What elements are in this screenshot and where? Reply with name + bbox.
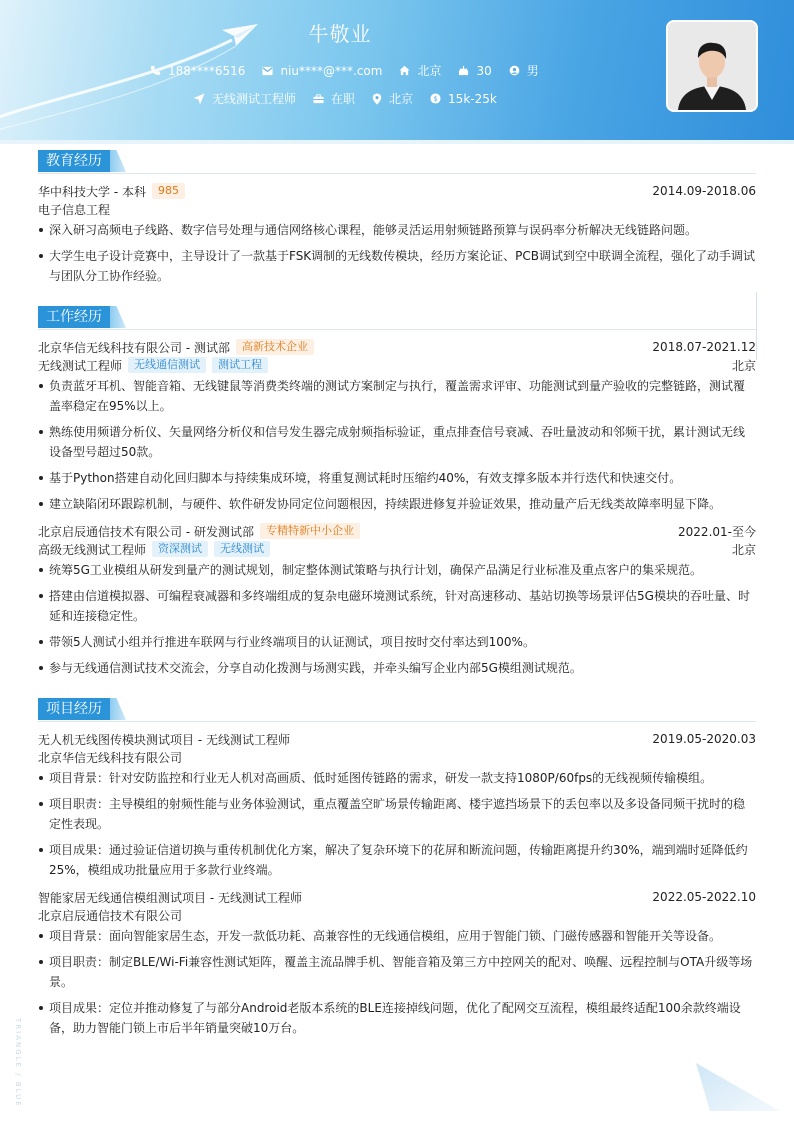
work-city-item: [372, 90, 413, 107]
contact-row-2: [193, 90, 514, 107]
job-target-item: [193, 90, 296, 107]
list-item: 大学生电子设计竞赛中，主导设计了一款基于FSK调制的无线数传模块，经历方案论证、PCB调试到空中联调全流程，强化了动手调试与团队分工协作经验。: [38, 246, 756, 286]
salary-icon: [430, 93, 441, 104]
project-name: 无人机无线图传模块测试项目 - 无线测试工程师: [38, 732, 290, 747]
decorative-divider: [756, 292, 757, 360]
city-text: 北京: [417, 64, 442, 78]
gender-item: [509, 62, 539, 79]
corner-triangle-decoration: [696, 1063, 786, 1113]
age-item: [458, 64, 491, 78]
list-item: 项目背景：面向智能家居生态，开发一款低功耗、高兼容性的无线通信模组，应用于智能门锁、门磁传感器和智能开关等设备。: [38, 926, 756, 946]
phone-text: 188****6516: [168, 63, 246, 78]
mail-icon: [262, 66, 273, 76]
job-title: 高级无线测试工程师: [38, 542, 147, 557]
work-location: 北京: [731, 358, 756, 373]
email-item: [262, 64, 382, 78]
status-text: 在职: [331, 92, 356, 106]
list-item: 项目成果：定位并推动修复了与部分Android老版本系统的BLE连接掉线问题，优化了配网交互流程，模组最终适配100余款终端设备，助力智能门锁上市后半年销量突破10万台。: [38, 998, 756, 1038]
project-date: 2022.05-2022.10: [652, 890, 756, 904]
company-tag: 高新技术企业: [236, 339, 314, 355]
template-watermark: TRIANGLE / BLUE: [14, 1018, 22, 1108]
header-divider: [0, 140, 794, 144]
list-item: 带领5人测试小组并行推进车联网与行业终端项目的认证测试，项目按时交付率达到100%。: [38, 632, 756, 652]
skill-tag: 无线测试: [214, 541, 270, 557]
work-date: 2018.07-2021.12: [652, 340, 756, 354]
job-target-text: 无线测试工程师: [212, 92, 297, 106]
salary-text: 15k-25k: [448, 91, 497, 106]
list-item: 统筹5G工业模组从研发到量产的测试规划，制定整体测试策略与执行计划，确保产品满足行业标准及重点客户的集采规范。: [38, 560, 756, 580]
resume-header: [0, 0, 794, 140]
skill-tag: 无线通信测试: [128, 357, 206, 373]
avatar: [666, 20, 758, 112]
work-entry-1: [38, 338, 756, 520]
list-item: 项目职责：主导模组的射频性能与业务体验测试，重点覆盖空旷场景传输距离、楼宇遮挡场景下的丢包率以及多设备同频干扰时的稳定性表现。: [38, 794, 756, 834]
section-tab-decoration: [110, 698, 126, 720]
profile-photo-icon: [668, 22, 756, 110]
work-section-title: 工作经历: [38, 306, 110, 328]
work-location: 北京: [731, 542, 756, 557]
list-item: 项目成果：通过验证信道切换与重传机制优化方案，解决了复杂环境下的花屏和断流问题，传输距离提升约30%，端到端时延降低约25%，模组成功批量应用于多款行业终端。: [38, 840, 756, 880]
section-rule: [38, 329, 756, 330]
education-section-title: 教育经历: [38, 150, 110, 172]
list-item: 基于Python搭建自动化回归脚本与持续集成环境，将重复测试耗时压缩约40%，有效支撑多版本并行迭代和快速交付。: [38, 468, 756, 488]
svg-text:$: $: [433, 94, 438, 103]
school-tag: 985: [152, 183, 185, 199]
education-entry: [38, 182, 756, 292]
project-date: 2019.05-2020.03: [652, 732, 756, 746]
skill-tag: 测试工程: [212, 357, 268, 373]
project-name: 智能家居无线通信模组测试项目 - 无线测试工程师: [38, 890, 302, 905]
list-item: 深入研习高频电子线路、数字信号处理与通信网络核心课程，能够灵活运用射频链路预算与误码率分析解决无线链路问题。: [38, 220, 756, 240]
work-entry-2: [38, 522, 756, 684]
major: 电子信息工程: [38, 202, 111, 217]
email-text: niu****@***.com: [280, 63, 383, 78]
briefcase-icon: [313, 94, 324, 104]
work-bullets: [38, 376, 756, 514]
job-title: 无线测试工程师: [38, 358, 123, 373]
company-name: 北京华信无线科技有限公司 - 测试部: [38, 340, 230, 355]
list-item: 负责蓝牙耳机、智能音箱、无线键鼠等消费类终端的测试方案制定与执行，覆盖需求评审、功能测试到量产验收的完整链路，测试覆盖率稳定在95%以上。: [38, 376, 756, 416]
candidate-name: 牛敬业: [308, 22, 372, 46]
company-name: 北京启辰通信技术有限公司 - 研发测试部: [38, 524, 254, 539]
skill-tag: 资深测试: [152, 541, 208, 557]
gender-icon: [509, 65, 520, 76]
project-entry-2: [38, 888, 756, 1044]
home-icon: [399, 65, 410, 76]
section-tab-decoration: [110, 150, 126, 172]
cake-icon: [458, 65, 469, 76]
section-rule: [38, 173, 756, 174]
section-rule: [38, 721, 756, 722]
list-item: 参与无线通信测试技术交流会，分享自动化拨测与场测实践，并牵头编写企业内部5G模组测试规范。: [38, 658, 756, 678]
school-name: 华中科技大学 - 本科: [38, 184, 146, 199]
work-city-text: 北京: [389, 92, 414, 106]
work-section-header: [38, 306, 756, 330]
list-item: 熟练使用频谱分析仪、矢量网络分析仪和信号发生器完成射频指标验证，重点排查信号衰减、吞吐量波动和邻频干扰，累计测试无线设备型号超过50款。: [38, 422, 756, 462]
list-item: 建立缺陷闭环跟踪机制，与硬件、软件研发协同定位问题根因，持续跟进修复并验证效果，推动量产后无线类故障率明显下降。: [38, 494, 756, 514]
education-section-header: [38, 150, 756, 174]
projects-section-header: [38, 698, 756, 722]
section-tab-decoration: [110, 306, 126, 328]
age-text: 30: [476, 63, 492, 78]
contact-row-1: [150, 62, 556, 79]
project-company: 北京华信无线科技有限公司: [38, 750, 183, 765]
gender-text: 男: [526, 64, 539, 78]
projects-section-title: 项目经历: [38, 698, 110, 720]
phone-item: [150, 64, 245, 78]
list-item: 项目背景：针对安防监控和行业无人机对高画质、低时延图传链路的需求，研发一款支持1080P/60fps的无线视频传输模组。: [38, 768, 756, 788]
send-icon: [193, 93, 205, 105]
salary-item: [430, 92, 497, 106]
status-item: [313, 90, 355, 107]
city-item: [399, 62, 441, 79]
list-item: 搭建由信道模拟器、可编程衰减器和多终端组成的复杂电磁环境测试系统，针对高速移动、基站切换等场景评估5G模块的吞吐量、时延和连接稳定性。: [38, 586, 756, 626]
project-entry-1: [38, 730, 756, 886]
work-bullets: [38, 560, 756, 678]
location-icon: [372, 93, 382, 105]
list-item: 项目职责：制定BLE/Wi-Fi兼容性测试矩阵，覆盖主流品牌手机、智能音箱及第三方中控网关的配对、唤醒、远程控制与OTA升级等场景。: [38, 952, 756, 992]
education-bullets: [38, 220, 756, 286]
education-date: 2014.09-2018.06: [652, 184, 756, 198]
company-tag: 专精特新中小企业: [260, 523, 360, 539]
project-bullets: [38, 926, 756, 1038]
project-bullets: [38, 768, 756, 880]
work-date: 2022.01-至今: [678, 524, 756, 539]
phone-icon: [150, 65, 161, 76]
project-company: 北京启辰通信技术有限公司: [38, 908, 183, 923]
